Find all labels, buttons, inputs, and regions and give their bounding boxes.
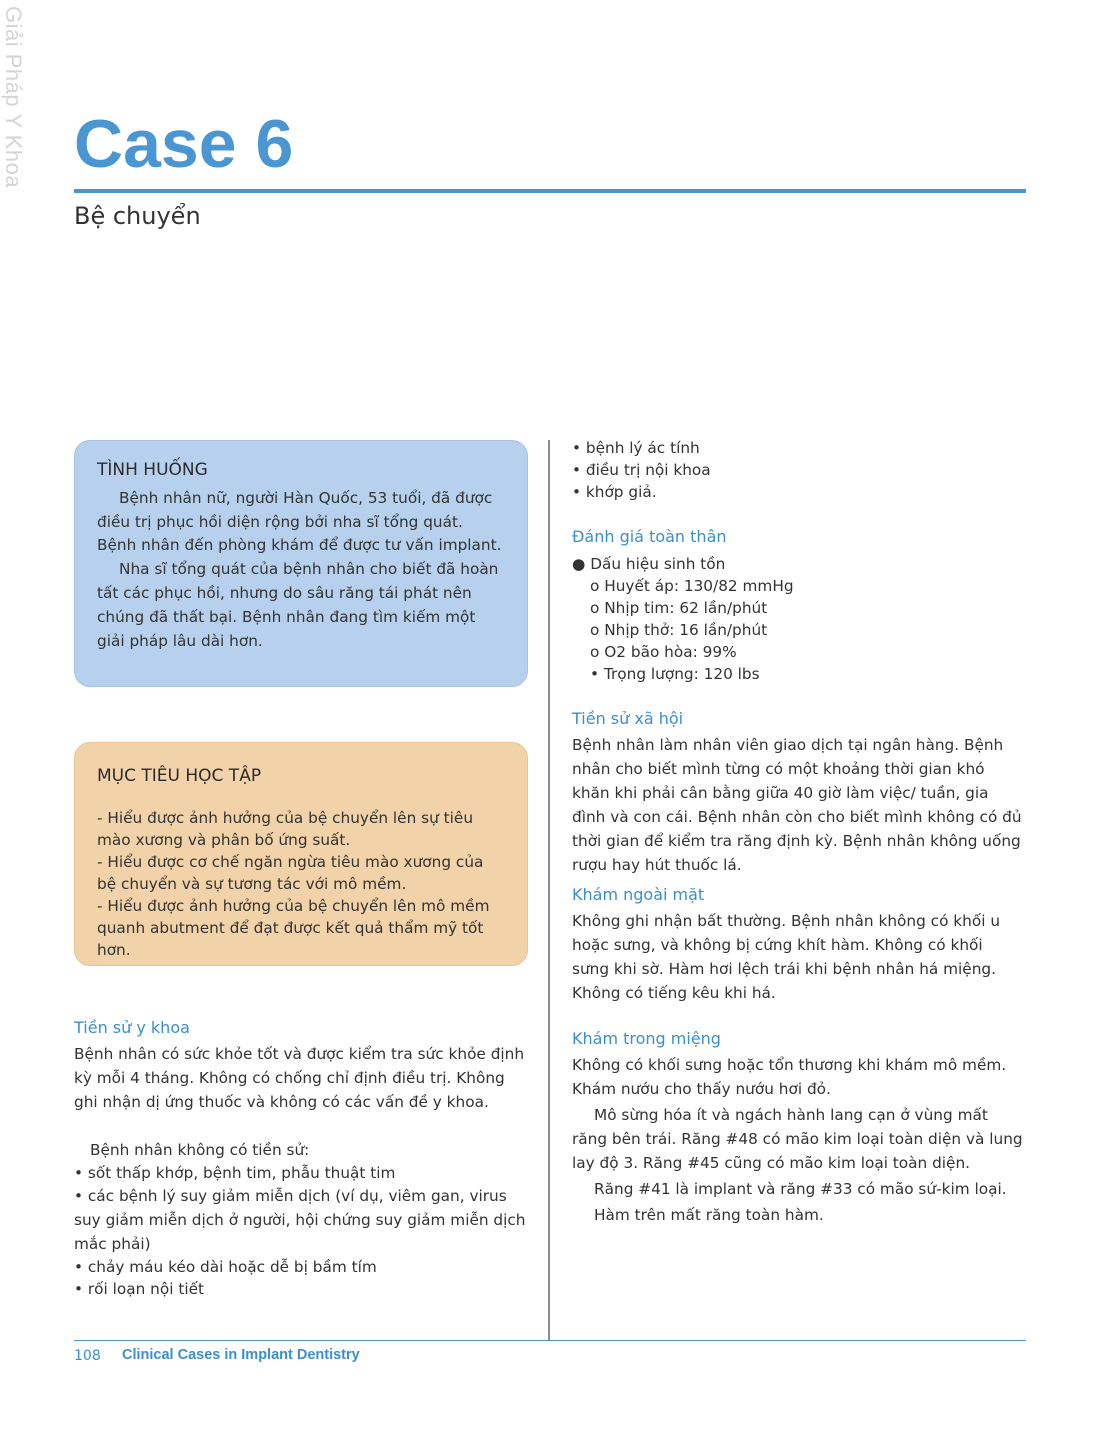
learning-goal-item: - Hiểu được ảnh hưởng của bệ chuyển lên mô mềm quanh abutment để đạt được kết quả thẩm mỹ tốt hơn. <box>97 896 490 959</box>
no-history-item: • bệnh lý ác tính <box>572 439 700 457</box>
spacer <box>572 1005 1024 1027</box>
medical-history-heading: Tiền sử y khoa <box>74 1018 190 1037</box>
side-watermark-text: Giải Pháp Y Khoa <box>1 6 26 189</box>
situation-box <box>74 440 528 687</box>
spacer <box>572 685 1024 707</box>
case-subtitle: Bệ chuyển <box>74 202 201 230</box>
situation-title: TÌNH HUỐNG <box>97 460 208 480</box>
column-divider <box>548 440 550 1340</box>
medical-history-paragraph: Bệnh nhân có sức khỏe tốt và được kiểm tra sức khỏe định kỳ mỗi 4 tháng. Không có chống chỉ định điều trị. Không ghi nhận dị ứng thuốc và không có các vấn đề y khoa. <box>74 1045 525 1111</box>
intraoral-exam-paragraph: Hàm trên mất răng toàn hàm. <box>594 1206 824 1224</box>
left-column <box>74 1016 528 1300</box>
learning-goals-list <box>97 807 505 961</box>
spacer <box>74 1114 528 1136</box>
learning-goals-title: MỤC TIÊU HỌC TẬP <box>97 766 262 786</box>
intraoral-exam-paragraph: Không có khối sưng hoặc tổn thương khi khám mô mềm. Khám nướu cho thấy nướu hơi đỏ. <box>572 1056 1007 1098</box>
page-number: 108 <box>74 1348 101 1364</box>
no-history-item: • điều trị nội khoa <box>572 461 711 479</box>
no-history-item: • khớp giả. <box>572 483 657 501</box>
learning-goal-item: - Hiểu được ảnh hưởng của bệ chuyển lên sự tiêu mào xương và phân bố ứng suất. <box>97 808 474 849</box>
extraoral-exam-heading: Khám ngoài mặt <box>572 885 705 904</box>
side-watermark-label <box>1 6 28 189</box>
no-history-item: • sốt thấp khớp, bệnh tim, phẫu thuật tim <box>74 1164 396 1182</box>
vital-signs-list <box>572 553 1024 685</box>
no-history-intro: Bệnh nhân không có tiền sử: <box>90 1141 310 1159</box>
learning-goal-item: - Hiểu được cơ chế ngăn ngừa tiêu mào xương của bệ chuyển và sự tương tác với mô mềm. <box>97 852 484 893</box>
book-title: Clinical Cases in Implant Dentistry <box>122 1347 360 1363</box>
social-history-heading: Tiền sử xã hội <box>572 709 684 728</box>
vital-signs-label: ● Dấu hiệu sinh tồn <box>572 555 726 573</box>
intraoral-exam-paragraph: Mô sừng hóa ít và ngách hành lang cạn ở vùng mất răng bên trái. Răng #48 có mão kim loại toàn diện và lung lay độ 3. Răng #45 cũng có mão kim loại toàn diện. <box>572 1106 1023 1172</box>
social-history-paragraph: Bệnh nhân làm nhân viên giao dịch tại ngân hàng. Bệnh nhân cho biết mình từng có một khoảng thời gian khó khăn khi phải cân bằng giữa 40 giờ làm việc/ tuần, gia đình và con cái. Bệnh nhân còn cho biết mình không có đủ thời gian để kiểm tra răng định kỳ. Bệnh nhân không uống rượu hay hút thuốc lá. <box>572 736 1022 874</box>
case-title: Case 6 <box>74 106 294 182</box>
situation-paragraph: Nha sĩ tổng quát của bệnh nhân cho biết đã hoàn tất các phục hồi, nhưng do sâu răng tái phát nên chúng đã thất bại. Bệnh nhân đang tìm kiếm một giải pháp lâu dài hơn. <box>97 560 499 650</box>
no-history-item: • chảy máu kéo dài hoặc dễ bị bầm tím <box>74 1258 377 1276</box>
footer-rule <box>74 1340 1026 1341</box>
systemic-evaluation-heading: Đánh giá toàn thân <box>572 527 727 546</box>
intraoral-exam-heading: Khám trong miệng <box>572 1029 721 1048</box>
vital-sign-item: o Nhịp tim: 62 lần/phút <box>590 599 768 617</box>
no-history-item: • rối loạn nội tiết <box>74 1280 205 1298</box>
learning-goals-box <box>74 742 528 966</box>
vital-sign-item: o Huyết áp: 130/82 mmHg <box>590 577 794 595</box>
spacer <box>572 503 1024 525</box>
vital-sign-item: o O2 bão hòa: 99% <box>590 643 737 661</box>
situation-paragraph: Bệnh nhân nữ, người Hàn Quốc, 53 tuổi, đã được điều trị phục hồi diện rộng bởi nha sĩ tổng quát. Bệnh nhân đến phòng khám để được tư vấn implant. <box>97 488 502 555</box>
title-rule <box>74 189 1026 193</box>
vital-sign-item: o Nhịp thở: 16 lần/phút <box>590 621 768 639</box>
weight-item: • Trọng lượng: 120 lbs <box>590 665 760 683</box>
right-column <box>572 437 1024 1227</box>
intraoral-exam-paragraph: Răng #41 là implant và răng #33 có mão sứ-kim loại. <box>594 1180 1007 1198</box>
no-history-item: • các bệnh lý suy giảm miễn dịch (ví dụ, viêm gan, virus suy giảm miễn dịch ở người, hội chứng suy giảm miễn dịch mắc phải) <box>74 1187 526 1253</box>
extraoral-exam-paragraph: Không ghi nhận bất thường. Bệnh nhân không có khối u hoặc sưng, và không bị cứng khít hàm. Không có khối sưng khi sờ. Hàm hơi lệch trái khi bệnh nhân há miệng. Không có tiếng kêu khi há. <box>572 912 1001 1002</box>
